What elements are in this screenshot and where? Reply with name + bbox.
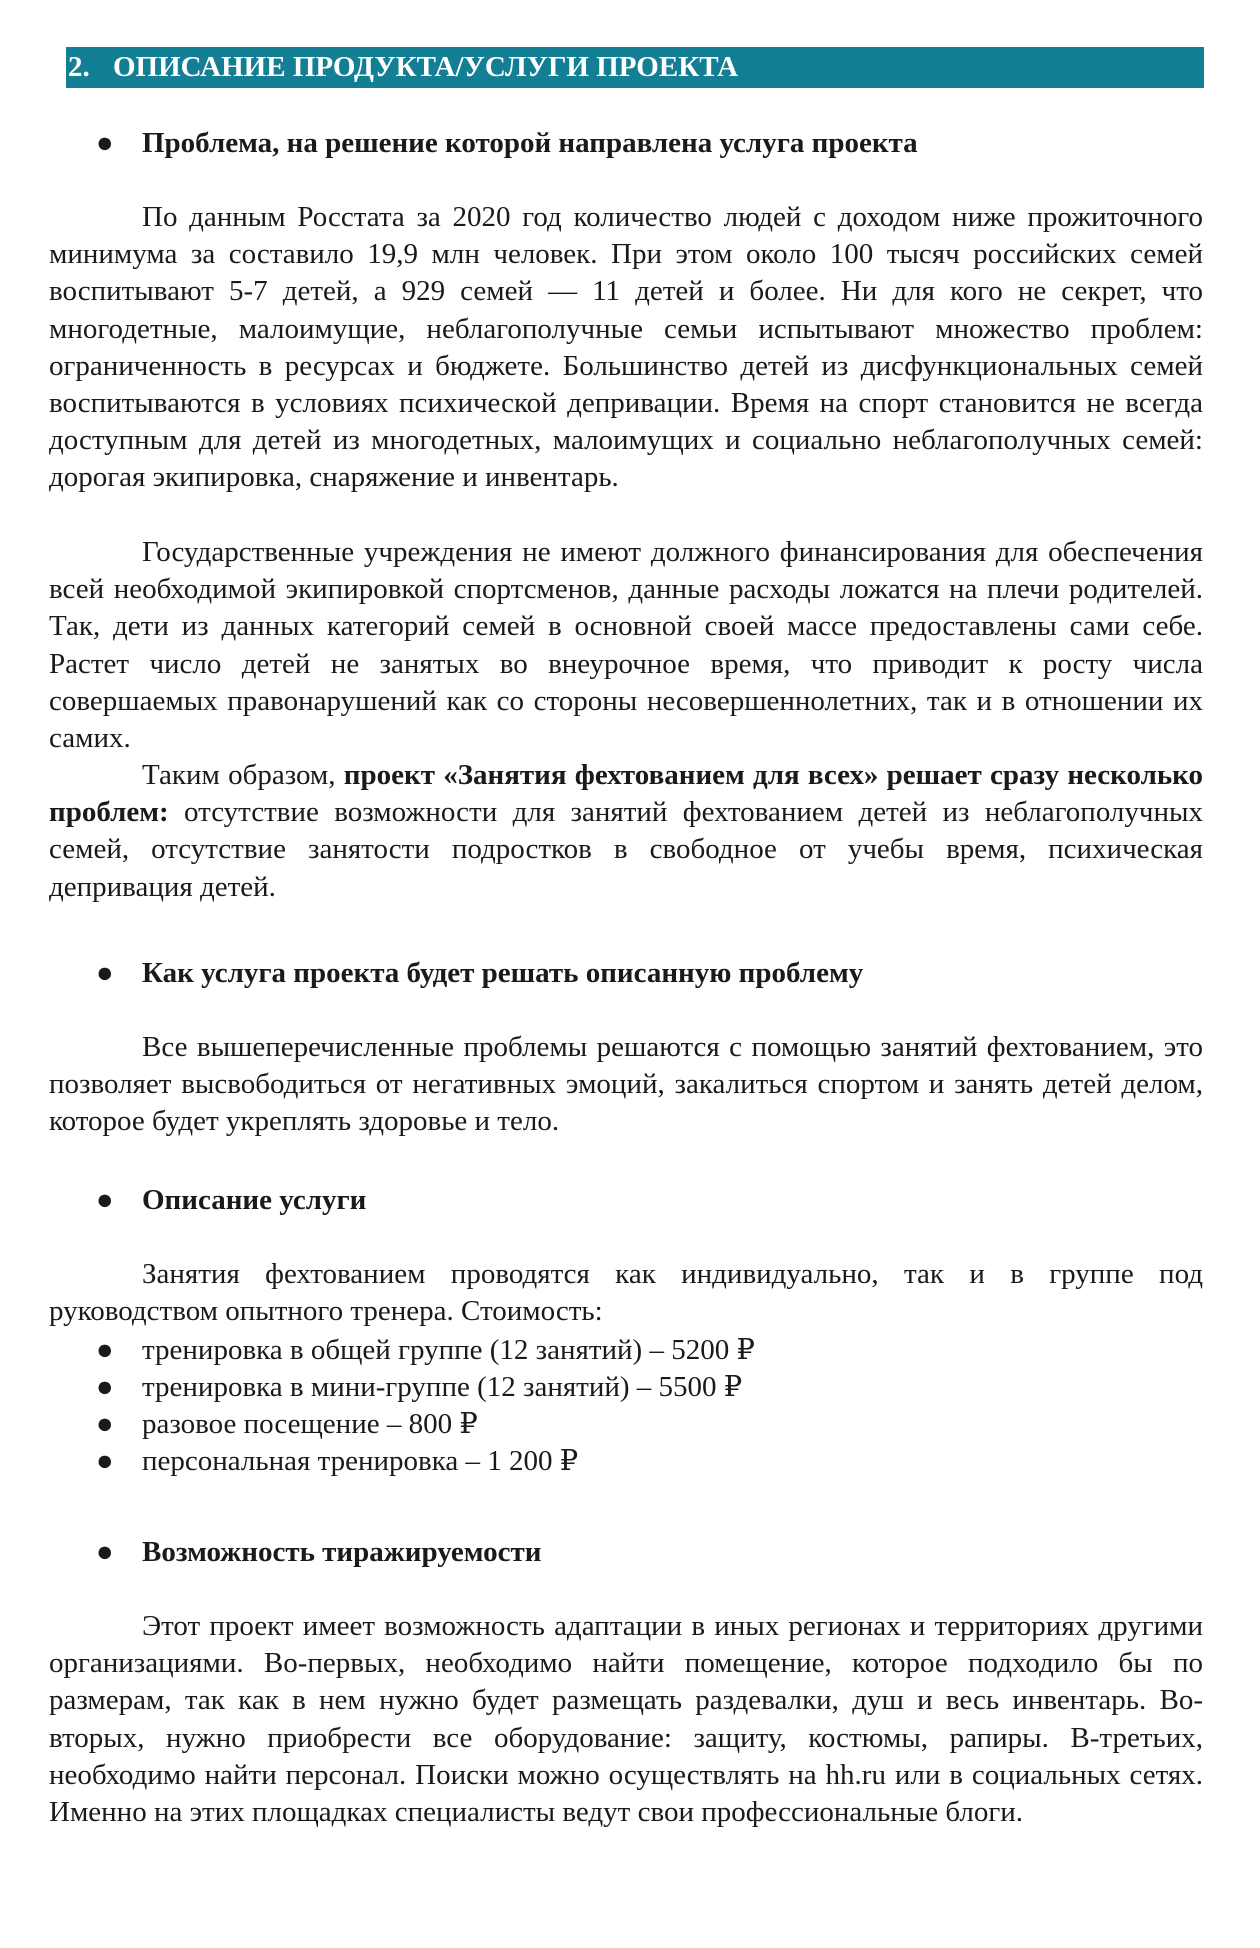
price-item: персональная тренировка – 1 200 ₽	[142, 1445, 579, 1477]
bullet-icon: ●	[96, 1408, 114, 1440]
bullet-icon: ●	[96, 1371, 114, 1403]
list-item	[96, 1369, 755, 1406]
list-item	[96, 1406, 755, 1443]
scaling-paragraph-1: Этот проект имеет возможность адаптации в иных регионах и территориях другими организациями. Во-первых, необходимо найти помещение, которое подходило бы по размерам, так как в нем нужно будет размещать раздевалки, душ и весь инвентарь. Во-вторых, нужно приобрести все оборудование: защиту, костюмы, рапиры. В-третьих, необходимо найти персонал. Поиски можно осуществлять на hh.ru или в социальных сетях. Именно на этих площадках специалисты ведут свои профессиональные блоги.	[49, 1610, 1203, 1829]
heading-scaling-text: Возможность тиражируемости	[142, 1536, 542, 1568]
price-list	[96, 1332, 755, 1480]
heading-solution-text: Как услуга проекта будет решать описанную проблему	[142, 957, 864, 989]
p3-start: Таким образом,	[142, 759, 336, 791]
bullet-icon: ●	[96, 127, 114, 159]
heading-solution	[96, 953, 863, 993]
bullet-icon: ●	[96, 1445, 114, 1477]
price-item: тренировка в мини-группе (12 занятий) – 5500 ₽	[142, 1371, 743, 1403]
bullet-icon: ●	[96, 1334, 114, 1366]
section-header	[66, 47, 1204, 88]
problem-paragraph-2: Государственные учреждения не имеют должного финансирования для обеспечения всей необходимой экипировкой спортсменов, данные расходы ложатся на плечи родителей. Так, дети из данных категорий семей в основной своей массе предоставлены сами себе. Растет число детей не занятых во внеурочное время, что приводит к росту числа совершаемых правонарушений как со стороны несовершеннолетних, так и в отношении их самих.	[49, 536, 1203, 755]
heading-problem	[96, 123, 918, 163]
list-item	[96, 1332, 755, 1369]
price-item: разовое посещение – 800 ₽	[142, 1408, 478, 1440]
heading-service-text: Описание услуги	[142, 1184, 367, 1216]
list-item	[96, 1443, 755, 1480]
p3-bold: проект «Занятия фехтованием для всех» решает сразу несколько проблем:	[49, 759, 1204, 829]
section-number: 2.	[68, 51, 90, 83]
problem-paragraph-3	[49, 757, 1203, 906]
problem-paragraph-1: По данным Росстата за 2020 год количество людей с доходом ниже прожиточного минимума за составило 19,9 млн человек. При этом около 100 тысяч российских семей воспитывают 5-7 детей, а 929 семей — 11 детей и более. Ни для кого не секрет, что многодетные, малоимущие, неблагополучные семьи испытывают множество проблем: ограниченность в ресурсах и бюджете. Большинство детей из дисфункциональных семей воспитываются в условиях психической депривации. Время на спорт становится не всегда доступным для детей из многодетных, малоимущих и социально неблагополучных семей: дорогая экипировка, снаряжение и инвентарь.	[49, 201, 1203, 494]
bullet-icon: ●	[96, 957, 114, 989]
bullet-icon: ●	[96, 1536, 114, 1568]
solution-paragraph-1: Все вышеперечисленные проблемы решаются с помощью занятий фехтованием, это позволяет высвободиться от негативных эмоций, закалиться спортом и занять детей делом, которое будет укреплять здоровье и тело.	[49, 1031, 1203, 1138]
bullet-icon: ●	[96, 1184, 114, 1216]
service-paragraph-1: Занятия фехтованием проводятся как индивидуально, так и в группе под руководством опытного тренера. Стоимость:	[49, 1258, 1203, 1328]
price-item: тренировка в общей группе (12 занятий) – 5200 ₽	[142, 1334, 755, 1366]
section-title: ОПИСАНИЕ ПРОДУКТА/УСЛУГИ ПРОЕКТА	[113, 51, 739, 83]
p3-end: отсутствие возможности для занятий фехтованием детей из неблагополучных семей, отсутствие занятости подростков в свободное от учебы время, психическая депривация детей.	[49, 796, 1203, 903]
heading-service	[96, 1180, 366, 1220]
heading-problem-text: Проблема, на решение которой направлена услуга проекта	[142, 127, 918, 159]
heading-scaling	[96, 1532, 541, 1572]
